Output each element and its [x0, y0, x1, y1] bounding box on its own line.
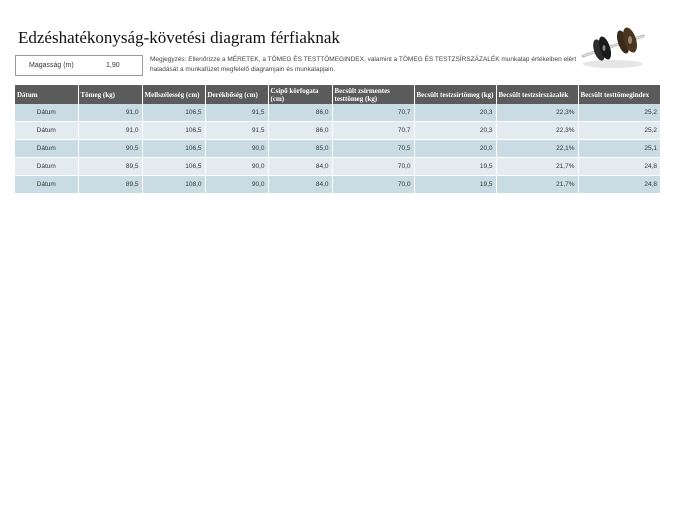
- cell-waist[interactable]: 91,5: [205, 122, 268, 140]
- cell-lean-mass[interactable]: 70,0: [332, 158, 414, 176]
- height-field[interactable]: [15, 55, 143, 76]
- cell-waist[interactable]: 90,0: [205, 176, 268, 194]
- cell-date[interactable]: Dátum: [15, 104, 78, 122]
- cell-weight[interactable]: 91,0: [78, 104, 142, 122]
- cell-fat-mass[interactable]: 20,0: [414, 140, 496, 158]
- cell-bmi[interactable]: 25,1: [578, 140, 660, 158]
- cell-date[interactable]: Dátum: [15, 176, 78, 194]
- cell-weight[interactable]: 90,5: [78, 140, 142, 158]
- cell-bmi[interactable]: 24,8: [578, 176, 660, 194]
- cell-waist[interactable]: 90,0: [205, 140, 268, 158]
- table-row: [15, 140, 660, 158]
- header-lean-mass[interactable]: Becsült zsírmentes testtömeg (kg): [332, 85, 414, 104]
- cell-hip[interactable]: 85,0: [268, 140, 332, 158]
- table-row: [15, 158, 660, 176]
- cell-lean-mass[interactable]: 70,5: [332, 140, 414, 158]
- measurements-table: [15, 85, 660, 194]
- height-label: Magasság (m): [29, 62, 74, 69]
- cell-hip[interactable]: 86,0: [268, 104, 332, 122]
- table-row: [15, 122, 660, 140]
- note-text: Megjegyzés: Ellenőrizze a MÉRETEK, a TÖMEG ÉS TESTTÖMEGINDEX, valamint a TÖMEG ÉS TESTZSÍRSZÁZALÉK munkalap értékeiben elért haladását a munkafüzet megfelelő diagramjain és munkalapjain.: [150, 56, 577, 73]
- cell-chest[interactable]: 106,5: [142, 158, 205, 176]
- cell-fat-percent[interactable]: 21,7%: [496, 158, 578, 176]
- header-fat-percent[interactable]: Becsült testzsírszázalék: [496, 85, 578, 104]
- cell-fat-percent[interactable]: 22,3%: [496, 104, 578, 122]
- cell-chest[interactable]: 106,5: [142, 104, 205, 122]
- cell-lean-mass[interactable]: 70,7: [332, 122, 414, 140]
- cell-lean-mass[interactable]: 70,0: [332, 176, 414, 194]
- cell-fat-percent[interactable]: 22,1%: [496, 140, 578, 158]
- header-waist[interactable]: Derékbőség (cm): [205, 85, 268, 104]
- table-row: [15, 176, 660, 194]
- page-title: Edzéshatékonyság-követési diagram férfiaknak: [18, 28, 340, 47]
- header-date[interactable]: Dátum: [15, 85, 78, 104]
- cell-fat-percent[interactable]: 21,7%: [496, 176, 578, 194]
- table-row: [15, 104, 660, 122]
- cell-chest[interactable]: 106,5: [142, 122, 205, 140]
- cell-chest[interactable]: 108,0: [142, 176, 205, 194]
- header-fat-mass[interactable]: Becsült testzsírtömeg (kg): [414, 85, 496, 104]
- cell-date[interactable]: Dátum: [15, 158, 78, 176]
- cell-bmi[interactable]: 25,2: [578, 122, 660, 140]
- cell-waist[interactable]: 90,0: [205, 158, 268, 176]
- cell-fat-mass[interactable]: 20,3: [414, 104, 496, 122]
- cell-hip[interactable]: 86,0: [268, 122, 332, 140]
- cell-bmi[interactable]: 25,2: [578, 104, 660, 122]
- cell-date[interactable]: Dátum: [15, 122, 78, 140]
- cell-chest[interactable]: 106,5: [142, 140, 205, 158]
- cell-hip[interactable]: 84,0: [268, 176, 332, 194]
- header-bmi[interactable]: Becsült testtömegindex: [578, 85, 660, 104]
- height-value[interactable]: 1,90: [106, 62, 120, 69]
- cell-weight[interactable]: 89,5: [78, 158, 142, 176]
- cell-fat-mass[interactable]: 19,5: [414, 176, 496, 194]
- header-hip[interactable]: Csípő körfogata (cm): [268, 85, 332, 104]
- table-header-row: [15, 85, 660, 104]
- cell-bmi[interactable]: 24,8: [578, 158, 660, 176]
- cell-weight[interactable]: 91,0: [78, 122, 142, 140]
- cell-fat-mass[interactable]: 20,3: [414, 122, 496, 140]
- cell-fat-percent[interactable]: 22,3%: [496, 122, 578, 140]
- cell-date[interactable]: Dátum: [15, 140, 78, 158]
- cell-waist[interactable]: 91,5: [205, 104, 268, 122]
- cell-fat-mass[interactable]: 19,5: [414, 158, 496, 176]
- cell-hip[interactable]: 84,0: [268, 158, 332, 176]
- cell-lean-mass[interactable]: 70,7: [332, 104, 414, 122]
- cell-weight[interactable]: 89,5: [78, 176, 142, 194]
- header-weight[interactable]: Tömeg (kg): [78, 85, 142, 104]
- header-chest[interactable]: Mellszélesség (cm): [142, 85, 205, 104]
- dumbbell-icon: [577, 22, 647, 72]
